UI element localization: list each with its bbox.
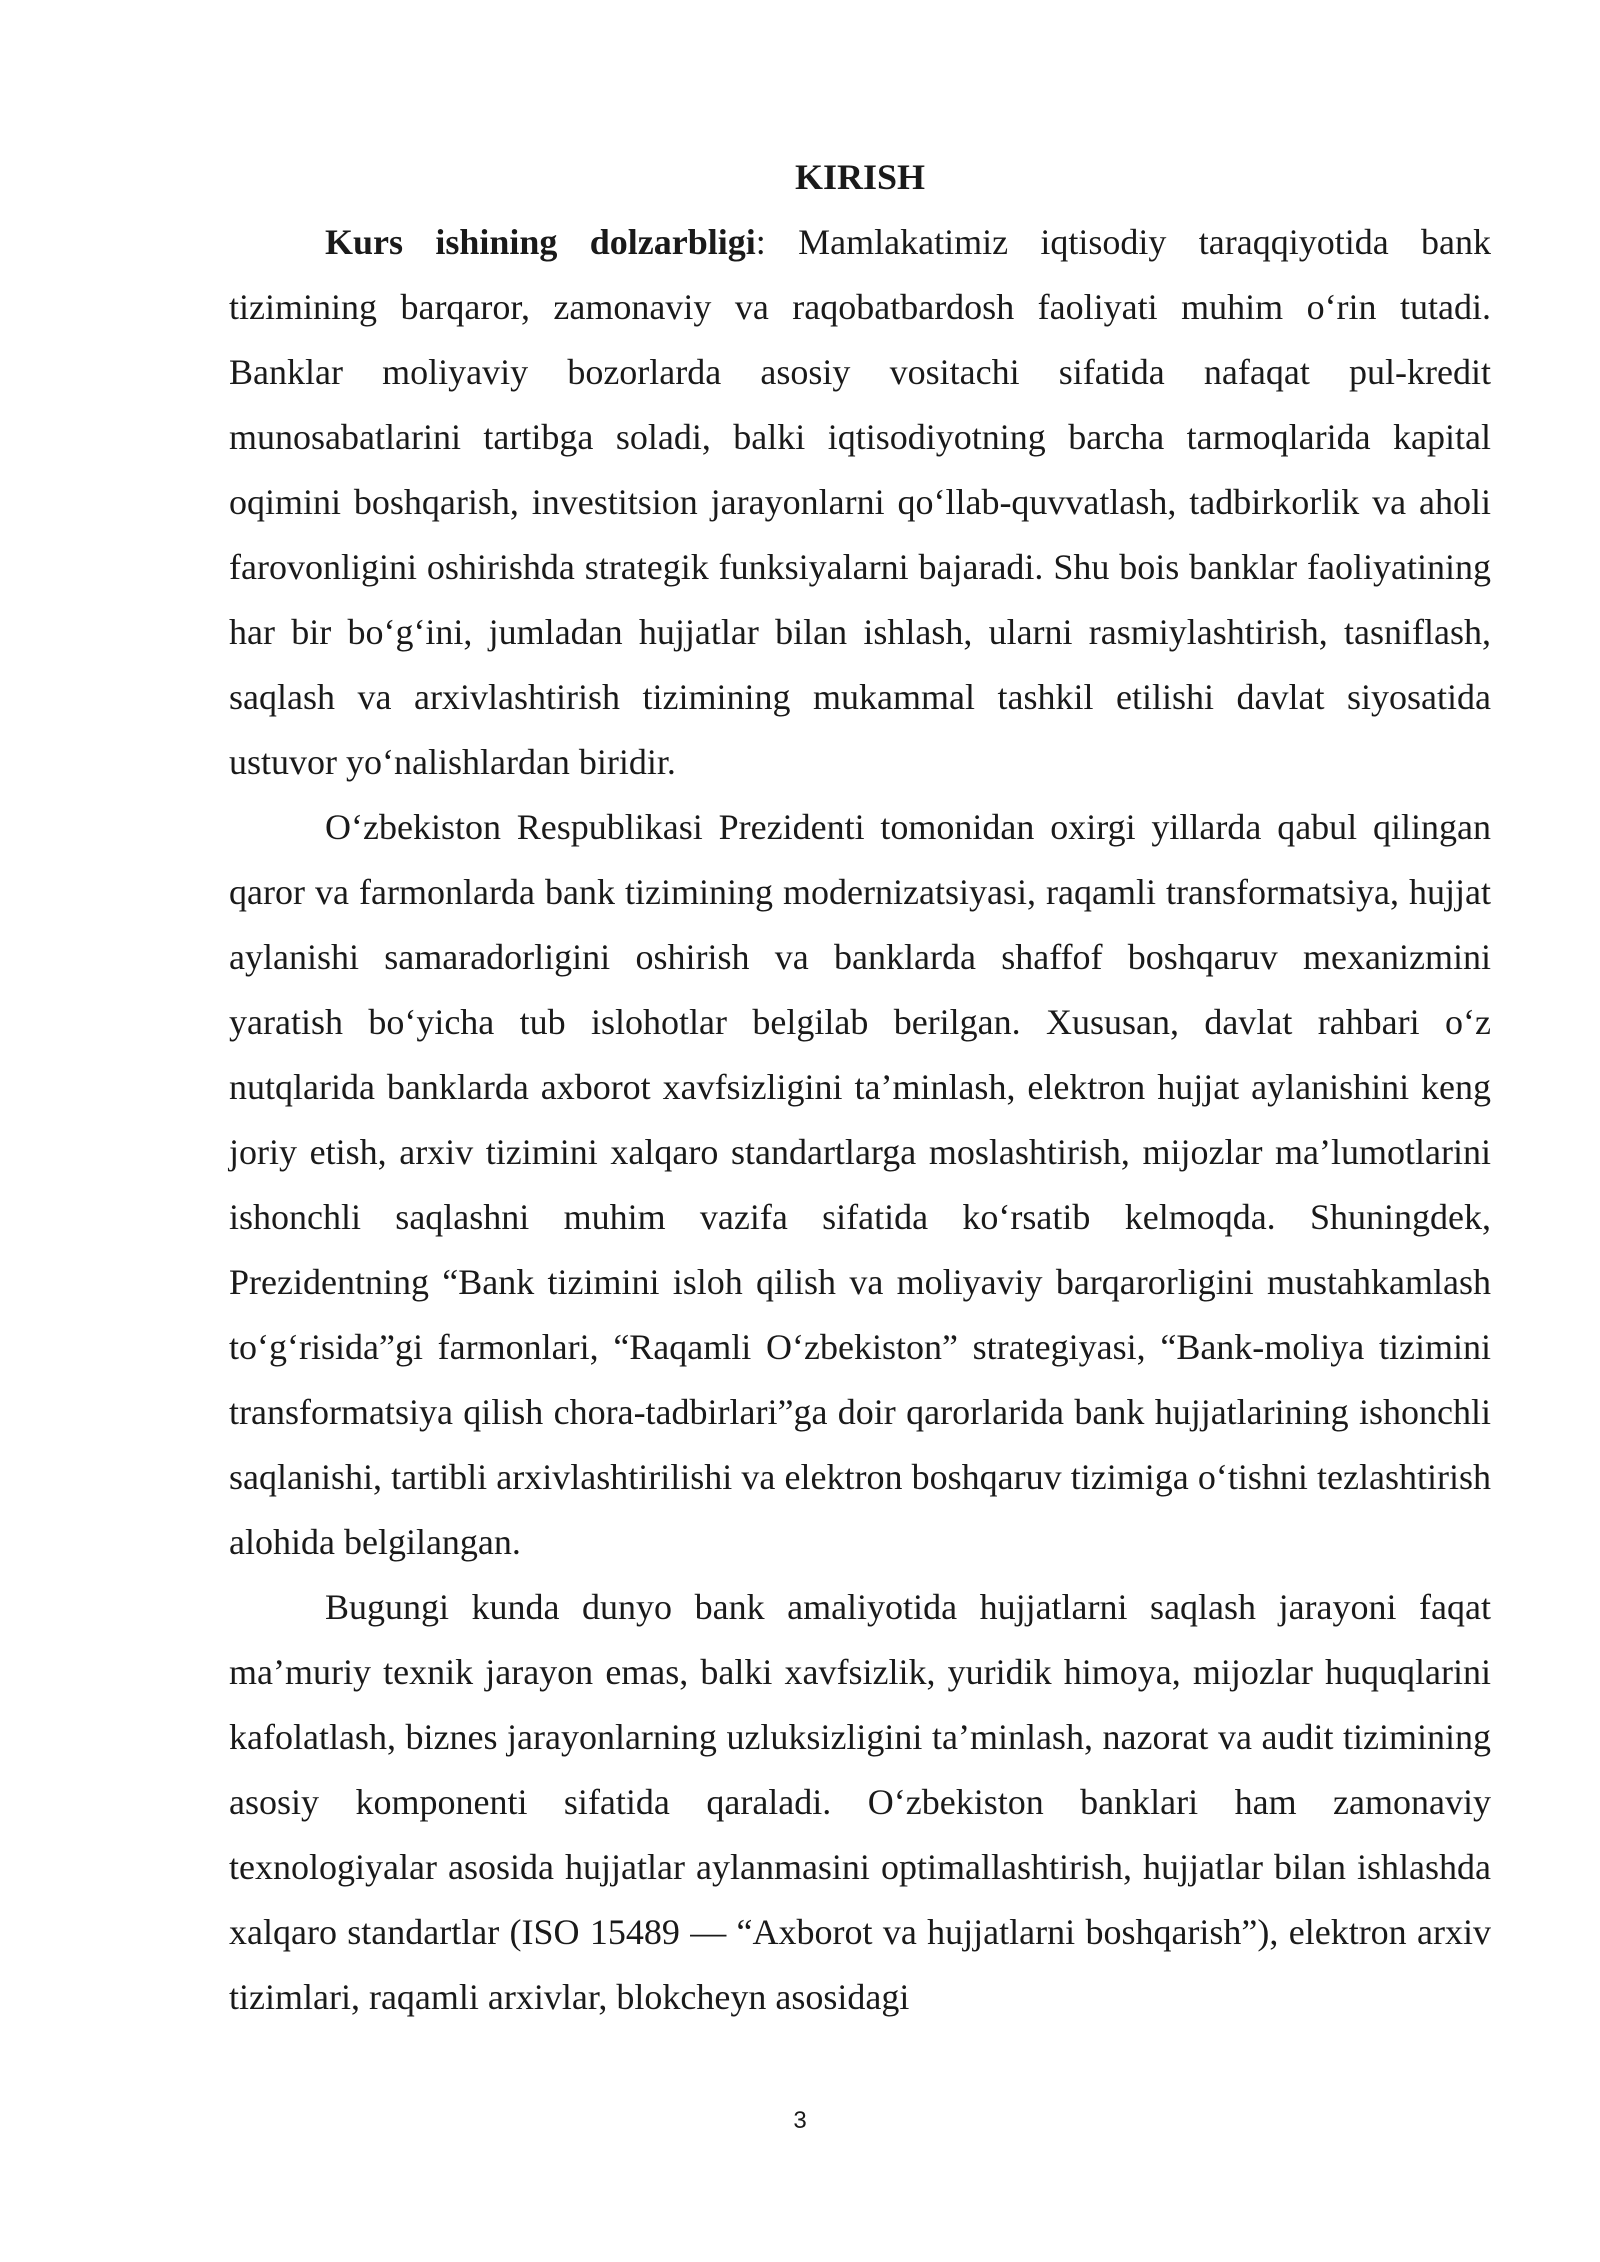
paragraph-text: Mamlakatimiz iqtisodiy taraqqiyotida bank tizimining barqaror, zamonaviy va raqobatbardosh faoliyati muhim o‘rin tutadi. Banklar moliyaviy bozorlarda asosiy vositachi sifatida nafaqat pul-kredit munosabatlarini tartibga soladi, balki iqtisodiyotning barcha tarmoqlarida kapital oqimini boshqarish, investitsion jarayonlarni qo‘llab-quvvatlash, tadbirkorlik va aholi farovonligini oshirishda strategik funksiyalarni bajaradi. Shu bois banklar faoliyatining har bir bo‘g‘ini, jumladan hujjatlar bilan ishlash, ularni rasmiylashtirish, tasniflash, saqlash va arxivlashtirish tizimining mukammal tashkil etilishi davlat siyosatida ustuvor yo‘nalishlardan biridir. (229, 222, 1491, 782)
paragraph-lead-bold: Kurs ishining dolzarbligi (325, 222, 756, 262)
paragraph-text: O‘zbekiston Respublikasi Prezidenti tomonidan oxirgi yillarda qabul qilingan qaror va farmonlarda bank tizimining modernizatsiyasi, raqamli transformatsiya, hujjat aylanishi samaradorligini oshirish va banklarda shaffof boshqaruv mexanizmini yaratish bo‘yicha tub islohotlar belgilab berilgan. Xususan, davlat rahbari o‘z nutqlarida banklarda axborot xavfsizligini ta’minlash, elektron hujjat aylanishini keng joriy etish, arxiv tizimini xalqaro standartlarga moslashtirish, mijozlar ma’lumotlarini ishonchli saqlashni muhim vazifa sifatida ko‘rsatib kelmoqda. Shuningdek, Prezidentning “Bank tizimini isloh qilish va moliyaviy barqarorligini mustahkamlash to‘g‘risida”gi farmonlari, “Raqamli O‘zbekiston” strategiyasi, “Bank-moliya tizimini transformatsiya qilish chora-tadbirlari”ga doir qarorlarida bank hujjatlarining ishonchli saqlanishi, tartibli arxivlashtirilishi va elektron boshqaruv tizimiga o‘tishni tezlashtirish alohida belgilangan. (229, 807, 1491, 1562)
paragraph-relevance (229, 210, 1491, 795)
page-number: 3 (793, 2107, 807, 2134)
page-content (229, 145, 1491, 2030)
section-heading: KIRISH (794, 157, 926, 197)
paragraph-lead-separator: : (755, 222, 799, 262)
paragraph-text: Bugungi kunda dunyo bank amaliyotida hujjatlarni saqlash jarayoni faqat ma’muriy texnik jarayon emas, balki xavfsizlik, yuridik himoya, mijozlar huquqlarini kafolatlash, biznes jarayonlarning uzluksizligini ta’minlash, nazorat va audit tizimining asosiy komponenti sifatida qaraladi. O‘zbekiston banklari ham zamonaviy texnologiyalar asosida hujjatlar aylanmasini optimallashtirish, hujjatlar bilan ishlashda xalqaro standartlar (ISO 15489 — “Axborot va hujjatlarni boshqarish”), elektron arxiv tizimlari, raqamli arxivlar, blokcheyn asosidagi (229, 1587, 1491, 2017)
paragraph-presidential-decrees (229, 795, 1491, 1575)
paragraph-world-practice (229, 1575, 1491, 2030)
